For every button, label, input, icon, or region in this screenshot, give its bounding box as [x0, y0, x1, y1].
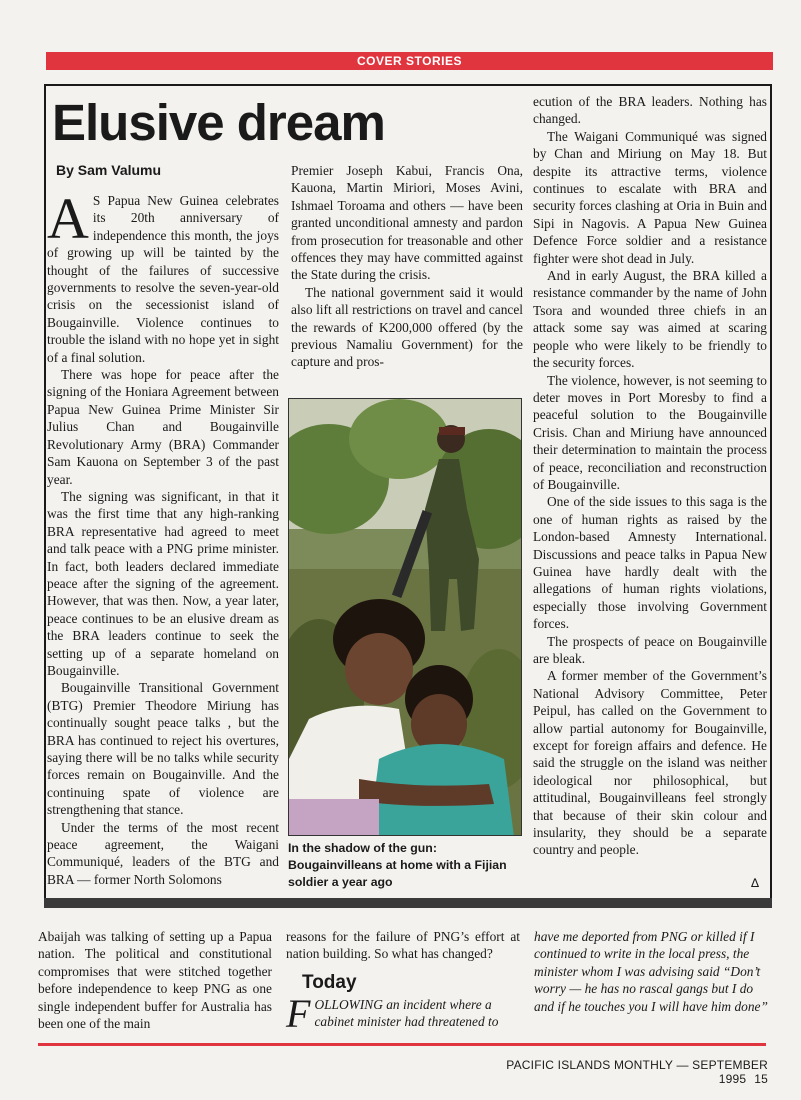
- end-mark-icon: ∆: [751, 876, 760, 890]
- paragraph: Under the terms of the most recent peace agreement, the Waigani Communiqué, leaders of the BTG and BRA — former North Solomons: [47, 819, 279, 887]
- section-label: COVER STORIES: [357, 54, 462, 68]
- page-number: 15: [754, 1072, 768, 1086]
- continued-text-column-3: have me deported from PNG or killed if I continued to write in the local press, the minister whom I was advising said “Don’t worry — he has no rascal gangs but I do and if he touches you I will have him done”: [534, 929, 768, 1014]
- paragraph: The prospects of peace on Bougainville are bleak.: [533, 633, 767, 666]
- paragraph: One of the side issues to this saga is the one of human rights as raised by the London-based Amnesty International. Discussions and peace talks in Papua New Guinea have hardly dealt with the allegations of human rights violations, especially those involving Government forces.: [533, 494, 767, 632]
- paragraph: Bougainville Transitional Government (BTG) Premier Theodore Miriung has continually sought peace talks , but the BRA has continued to reject his overtures, saying there will be no talks while security forces remain on Bougainville. And the continuing spate of violence are strengthening that stance.: [47, 680, 279, 818]
- continued-text-column-2: reasons for the failure of PNG’s effort at nation building. So what has changed?: [286, 929, 520, 962]
- paragraph: The national government said it would also lift all restrictions on travel and cancel the rewards of K200,000 offered (by the previous Namaliu Government) for the capture and pros-: [291, 284, 523, 370]
- paragraph: The Waigani Communiqué was signed by Chan and Miriung on May 18. But despite its attractive terms, violence continues to escalate with BRA and security forces clashing at Oria in Buin and Sipi in Nagovis. A Papua New Guinea Defence Force soldier and a resistance fighter were shot dead in July.: [533, 128, 767, 266]
- publication-info: PACIFIC ISLANDS MONTHLY — SEPTEMBER 1995: [506, 1058, 768, 1086]
- paragraph: A S Papua New Guinea celebrates its 20th anniversary of independence this month, the joys of growing up will be tainted by the thought of the failures of successive governments to resolve the seven-year-old crisis on the secessionist island of Bougainville. Violence continues to trouble the island with no hope yet in sight of a final solution.: [47, 186, 279, 365]
- paragraph: A former member of the Government’s National Advisory Committee, Peter Peipul, has called on the Government to allow partial autonomy for Bougainville, except for foreign affairs and defence. He said the struggle on the island was neither ideological nor philosophical, but attitudinal, Bougainvilleans feel strongly that because of their skin colour and insularity, they should be a separate country and people.: [533, 668, 767, 858]
- headline: Elusive dream: [52, 94, 385, 151]
- photo-illustration: [289, 399, 522, 836]
- byline: By Sam Valumu: [56, 162, 162, 178]
- section-banner: [46, 52, 773, 70]
- article-column-3: [533, 93, 767, 859]
- paragraph: Premier Joseph Kabui, Francis Ona, Kauona, Martin Miriori, Moses Avini, Ishmael Toroama and others — have been granted unconditional amnesty and pardon from prosecution for treasonable and other offences they may have committed against the State during the crisis.: [291, 163, 523, 283]
- today-paragraph: FOLLOWING an incident where a cabinet minister had threatened to: [286, 991, 499, 1036]
- article-column-1: [47, 186, 279, 888]
- paragraph: The signing was significant, in that it was the first time that any high-ranking BRA representative had agreed to meet and talk peace with a PNG prime minister. In fact, both leaders declared immediate peace after the signing of the agreement. However, that was then. Now, a year later, peace continues to be an elusive dream as the BRA leaders continue to seek the setting up of a separate homeland on Bougainville.: [47, 488, 279, 678]
- photo-caption: In the shadow of the gun: Bougainvilleans at home with a Fijian soldier a year ago: [288, 841, 507, 889]
- footer-rule: [38, 1043, 766, 1046]
- paragraph: There was hope for peace after the signing of the Honiara Agreement between Papua New Guinea Prime Minister Sir Julius Chan and Bougainville Revolutionary Army (BRA) Commander Sam Kauona on September 3 of the past year.: [47, 367, 279, 487]
- article-column-2: [291, 162, 523, 371]
- section-heading-today: Today: [302, 972, 357, 993]
- drop-cap: A: [47, 186, 89, 251]
- article-photo: [288, 398, 522, 836]
- paragraph: And in early August, the BRA killed a resistance commander by the name of John Tsora and wounded three chiefs in an attack some say was aimed at scaring people who were likely to be friendly to the security forces.: [533, 268, 767, 371]
- page-footer: [470, 1058, 768, 1086]
- paragraph: ecution of the BRA leaders. Nothing has changed.: [533, 94, 767, 127]
- paragraph: The violence, however, is not seeming to deter moves in Port Moresby to find a peaceful solution to the Bougainville Crisis. Chan and Miriung have announced their determination to maintain the process of peace, reconciliation and reconstruction of Bougainville.: [533, 372, 767, 492]
- continued-text-column-1: Abaijah was talking of setting up a Papua nation. The political and constitutional compromises that were stitched together before independence to keep PNG as one single independent buffer for Australia has been one of the main: [38, 929, 272, 1032]
- drop-cap: F: [286, 991, 311, 1036]
- frame-bottom-bar: [44, 898, 772, 908]
